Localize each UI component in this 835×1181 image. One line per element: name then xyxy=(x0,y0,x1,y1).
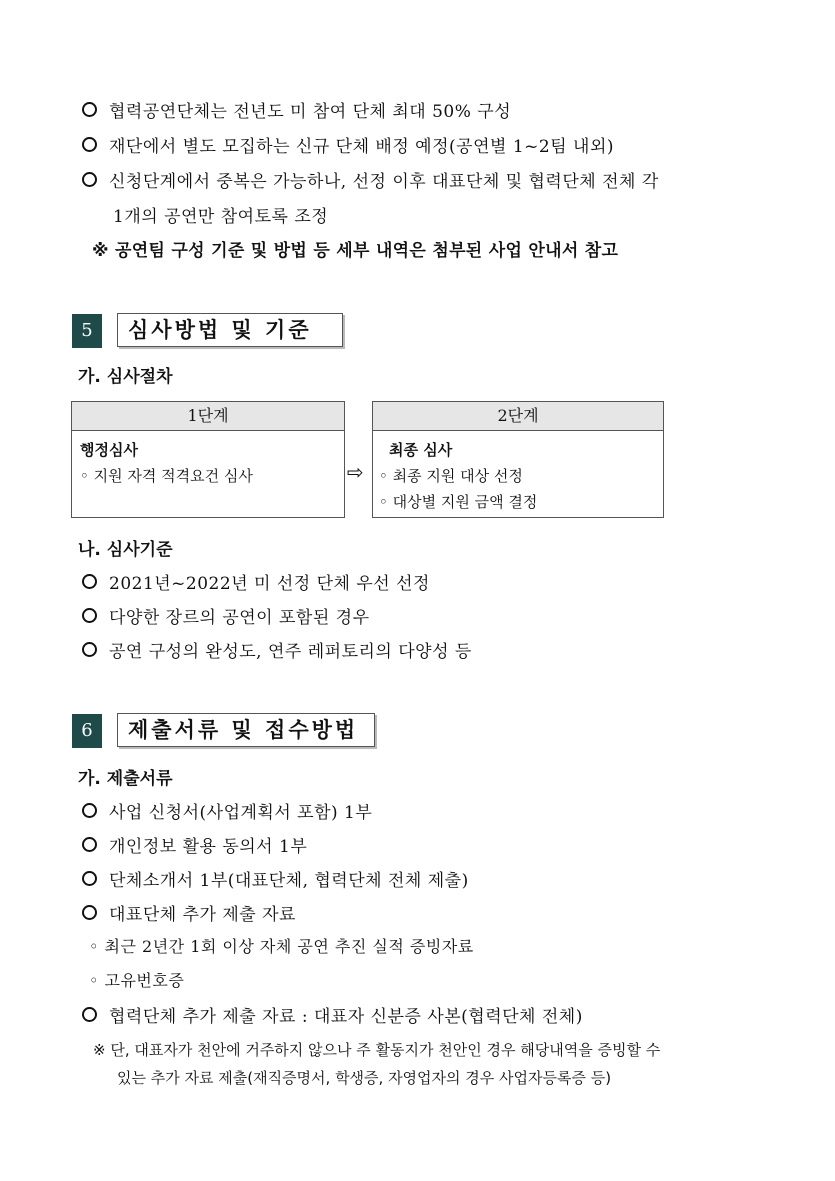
step1-item: ◦ 지원 자격 적격요건 심사 xyxy=(80,467,253,485)
bullet-item: 다양한 장르의 공연이 포함된 경우 xyxy=(82,603,370,628)
bullet-item: 단체소개서 1부(대표단체, 협력단체 전체 제출) xyxy=(82,866,469,891)
section-number: 5 xyxy=(72,314,102,348)
step1-title: 행정심사 xyxy=(80,441,138,459)
section-title: 제출서류 및 접수방법 xyxy=(117,713,375,747)
circle-bullet-icon xyxy=(82,574,97,589)
bullet-item: 2021년~2022년 미 선정 단체 우선 선정 xyxy=(82,569,430,594)
circle-bullet-icon xyxy=(82,1007,97,1022)
reference-note: ※ 공연팀 구성 기준 및 방법 등 세부 내역은 첨부된 사업 안내서 참고 xyxy=(92,241,619,261)
eligibility-note: ※ 단, 대표자가 천안에 거주하지 않으나 주 활동지가 천안인 경우 해당내역을 증빙할 수 xyxy=(93,1041,661,1059)
circle-bullet-icon xyxy=(82,871,97,886)
sub-bullet-item: ◦ 고유번호증 xyxy=(89,971,185,990)
right-arrow-icon: ⇨ xyxy=(347,460,364,484)
subsection-heading: 가. 제출서류 xyxy=(78,769,173,789)
step1-header: 1단계 xyxy=(72,402,344,431)
sub-bullet-item: ◦ 최근 2년간 1회 이상 자체 공연 추진 실적 증빙자료 xyxy=(89,937,474,956)
circle-bullet-icon xyxy=(82,642,97,657)
subsection-heading: 나. 심사기준 xyxy=(78,540,173,560)
section-number: 6 xyxy=(72,714,102,748)
circle-bullet-icon xyxy=(82,608,97,623)
bullet-item: 사업 신청서(사업계획서 포함) 1부 xyxy=(82,798,372,823)
bullet-item: 공연 구성의 완성도, 연주 레퍼토리의 다양성 등 xyxy=(82,637,472,662)
bullet-item: 신청단계에서 중복은 가능하나, 선정 이후 대표단체 및 협력단체 전체 각 xyxy=(82,167,659,192)
bullet-item: 개인정보 활용 동의서 1부 xyxy=(82,832,307,857)
section-title: 심사방법 및 기준 xyxy=(117,313,343,347)
bullet-item: 재단에서 별도 모집하는 신규 단체 배정 예정(공연별 1~2팀 내외) xyxy=(82,132,614,157)
step2-item: ◦ 대상별 지원 금액 결정 xyxy=(379,493,538,511)
circle-bullet-icon xyxy=(82,905,97,920)
bullet-item: 대표단체 추가 제출 자료 xyxy=(82,900,296,925)
step2-box xyxy=(372,401,664,518)
bullet-item: 협력공연단체는 전년도 미 참여 단체 최대 50% 구성 xyxy=(82,97,511,122)
circle-bullet-icon xyxy=(82,803,97,818)
step1-box xyxy=(71,401,345,518)
step2-header: 2단계 xyxy=(373,402,663,431)
circle-bullet-icon xyxy=(82,837,97,852)
bullet-continuation: 1개의 공연만 참여토록 조정 xyxy=(113,207,329,227)
step2-item: ◦ 최종 지원 대상 선정 xyxy=(379,467,523,485)
circle-bullet-icon xyxy=(82,102,97,117)
circle-bullet-icon xyxy=(82,172,97,187)
eligibility-note-continuation: 있는 추가 자료 제출(재직증명서, 학생증, 자영업자의 경우 사업자등록증 등) xyxy=(117,1069,612,1087)
step2-title: 최종 심사 xyxy=(389,441,453,459)
bullet-item: 협력단체 추가 제출 자료 : 대표자 신분증 사본(협력단체 전체) xyxy=(82,1002,583,1027)
subsection-heading: 가. 심사절차 xyxy=(78,367,173,387)
circle-bullet-icon xyxy=(82,137,97,152)
